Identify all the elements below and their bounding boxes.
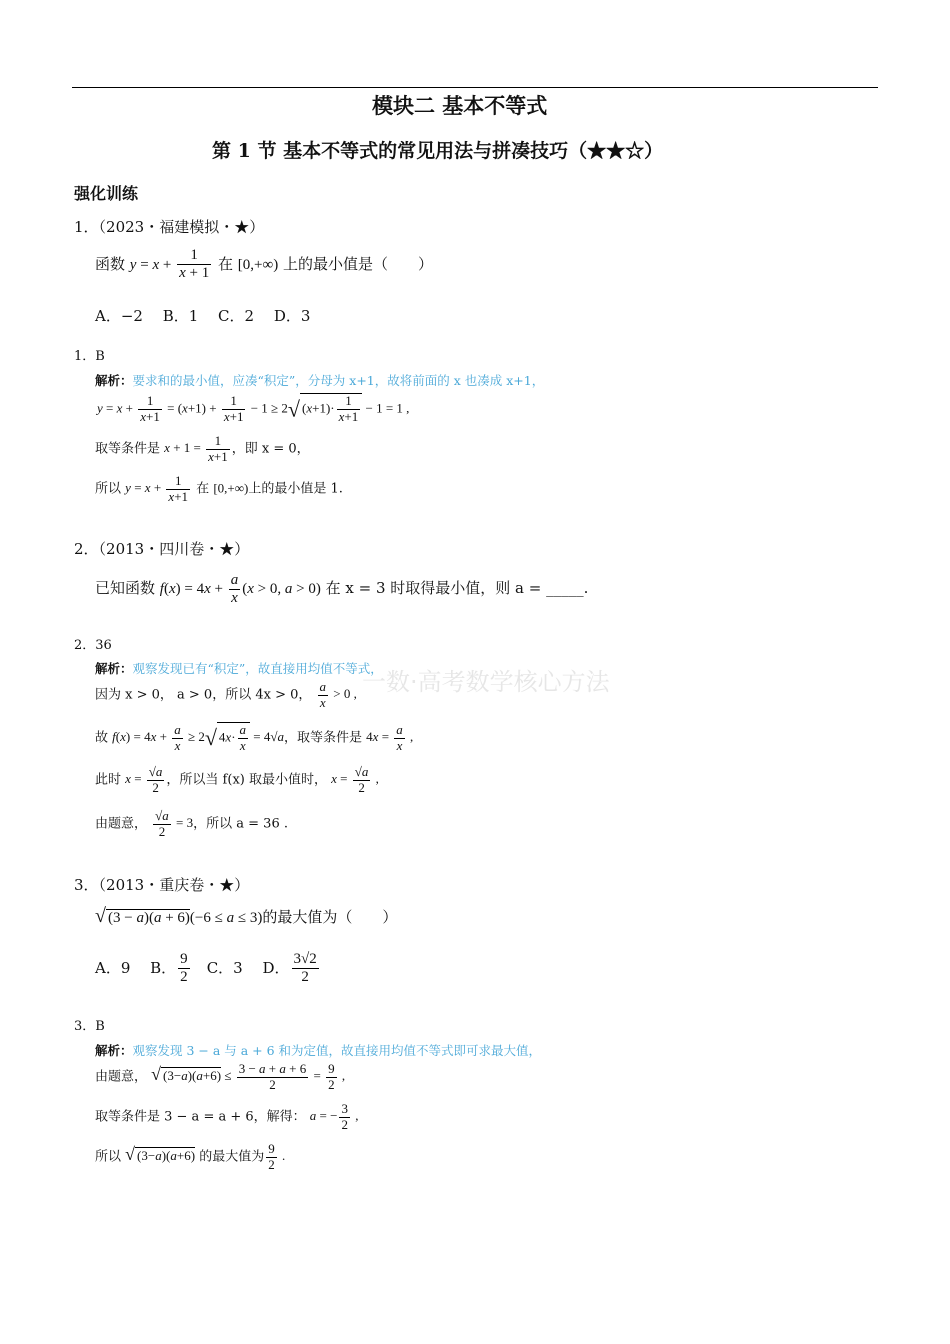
section-heading: 强化训练	[74, 184, 139, 203]
problem-2-line-4: 由题意， $\frac{√a}{2}$ = 3，所以 a = 36 .	[95, 808, 288, 839]
problem-3-line-1: 由题意， √ (3−a)(a+6) ≤ $\frac{3 - a + a + 6}{2}$ = $\frac{9}{2}$ ,	[95, 1061, 346, 1092]
problem-3-heading: 3．（2013・重庆卷・★）	[74, 876, 250, 894]
page-title: 模块二 基本不等式	[372, 93, 548, 118]
problem-3-options: A．9 B． $\frac{9}{2}$ C．3 D． $\frac{3√2}{2}$	[95, 951, 317, 986]
problem-3-answer: 3．B	[74, 1019, 105, 1034]
watermark: 一数·高考数学核心方法	[362, 668, 610, 696]
problem-3-explanation-hint: 解析：观察发现 3 − a 与 a + 6 和为定值，故直接用均值不等式即可求最大值，	[95, 1043, 542, 1058]
problem-2-line-1: 因为 x > 0， a > 0，所以 4x > 0， $\frac{a}{x}$ > 0 ,	[95, 679, 357, 710]
problem-3-line-2: 取等条件是 3 − a = a + 6，解得： a = − $\frac{3}{2}$ ,	[95, 1101, 359, 1132]
top-rule	[72, 87, 878, 88]
problem-2-answer: 2．36	[74, 638, 112, 653]
problem-2-heading: 2．（2013・四川卷・★）	[74, 540, 250, 558]
problem-2-stem: 已知函数 f(x) = 4x + $\frac{a}{x}$ (x > 0, a > 0) 在 x = 3 时取得最小值，则 a = _____.	[95, 572, 589, 607]
problem-1-options: A．−2 B．1 C．2 D．3	[95, 307, 311, 325]
problem-2-explanation-hint: 解析：观察发现已有“积定”，故直接用均值不等式，	[95, 661, 383, 676]
problem-1-equality-condition: 取等条件是 x + 1 = $\frac{1}{x+1}$ ，即 x = 0，	[95, 433, 310, 464]
section-subtitle: 第 1 节 基本不等式的常见用法与拼凑技巧（★★☆）	[212, 140, 664, 162]
problem-1-stem: 函数 y = x + $\frac{1}{x + 1}$ 在 [0,+∞) 上的最小值是（ ）	[95, 247, 433, 282]
problem-1-derivation: y = x + $\frac{1}{x+1}$ = (x+1) + $\frac{1}{x+1}$ − 1 ≥ 2√ (x+1)· $\frac{1}{x+1}$ − 1 = 1 ,	[97, 393, 410, 424]
problem-3-stem: √ (3 − a)(a + 6)(−6 ≤ a ≤ 3)的最大值为（ ）	[95, 905, 398, 927]
problem-1-conclusion: 所以 y = x + $\frac{1}{x+1}$ 在 [0,+∞)上的最小值是 1.	[95, 473, 343, 504]
problem-2-line-2: 故 f(x) = 4x + $\frac{a}{x}$ ≥ 2√ 4x· $\frac{a}{x}$ = 4√a，取等条件是 4x = $\frac{a}{x}$ ,	[95, 722, 414, 753]
problem-2-line-3: 此时 x = $\frac{√a}{2}$ ，所以当 f(x) 取最小值时， x = $\frac{√a}{2}$ ,	[95, 764, 379, 795]
problem-1-explanation-hint: 解析：要求和的最小值，应凑“积定”，分母为 x+1，故将前面的 x 也凑成 x+1，	[95, 373, 545, 388]
problem-3-line-3: 所以 √ (3−a)(a+6) 的最大值为 $\frac{9}{2}$ .	[95, 1141, 286, 1172]
problem-1-heading: 1．（2023・福建模拟・★）	[74, 218, 265, 236]
problem-1-answer: 1．B	[74, 349, 105, 364]
